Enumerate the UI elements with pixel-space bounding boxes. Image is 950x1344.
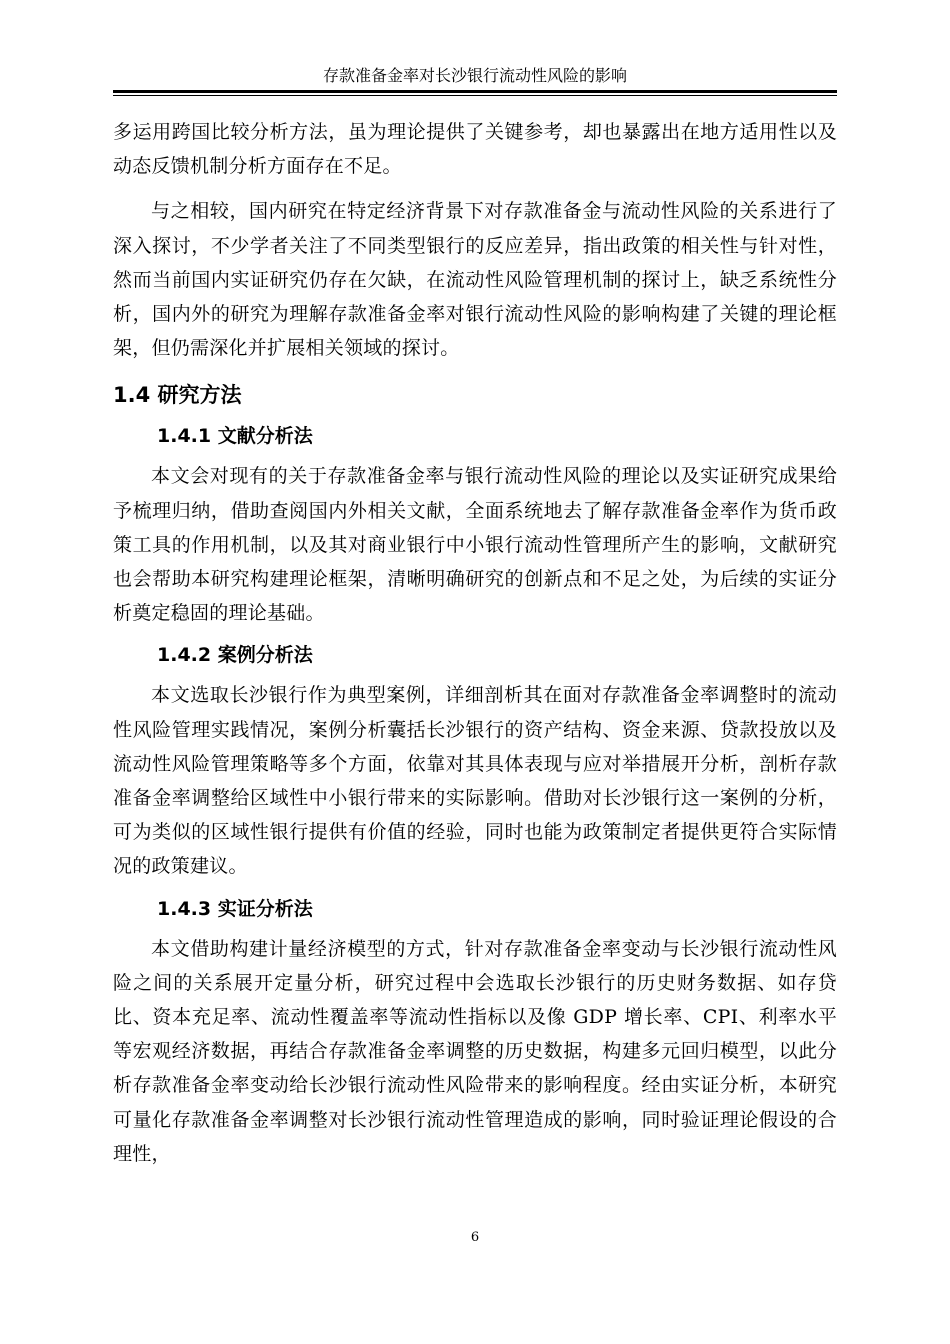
header-rule-thick (113, 90, 837, 93)
running-header-title: 存款准备金率对长沙银行流动性风险的影响 (322, 66, 627, 85)
paragraph-case-analysis: 本文选取长沙银行作为典型案例，详细剖析其在面对存款准备金率调整时的流动性风险管理实践情况，案例分析囊括长沙银行的资产结构、资金来源、贷款投放以及流动性风险管理策略等多个方面，依靠对其具体表现与应对举措展开分析，剖析存款准备金率调整给区域性中小银行带来的实际影响。借助对长沙银行这一案例的分析，可为类似的区域性银行提供有价值的经验，同时也能为政策制定者提供更符合实际情况的政策建议。 (113, 684, 837, 878)
subsection-heading-case-analysis: 1.4.2 案例分析法 (157, 644, 313, 667)
subsection-heading-literature-analysis: 1.4.1 文献分析法 (157, 425, 313, 448)
header-rule-thin (113, 95, 837, 96)
subsection-heading-empirical-analysis: 1.4.3 实证分析法 (157, 897, 313, 920)
page-number: 6 (470, 1230, 480, 1245)
paragraph-domestic-research: 与之相较，国内研究在特定经济背景下对存款准备金与流动性风险的关系进行了深入探讨，不少学者关注了不同类型银行的反应差异，指出政策的相关性与针对性，然而当前国内实证研究仍存在欠缺，在流动性风险管理机制的探讨上，缺乏系统性分析，国内外的研究为理解存款准备金率对银行流动性风险的影响构建了关键的理论框架，但仍需深化并扩展相关领域的探讨。 (113, 200, 837, 360)
page-body (113, 115, 837, 1171)
paragraph-continuation: 多运用跨国比较分析方法，虽为理论提供了关键参考，却也暴露出在地方适用性以及动态反馈机制分析方面存在不足。 (113, 121, 837, 178)
paragraph-literature-analysis: 本文会对现有的关于存款准备金率与银行流动性风险的理论以及实证研究成果给予梳理归纳，借助查阅国内外相关文献，全面系统地去了解存款准备金率作为货币政策工具的作用机制，以及其对商业银行中小银行流动性管理所产生的影响，文献研究也会帮助本研究构建理论框架，清晰明确研究的创新点和不足之处，为后续的实证分析奠定稳固的理论基础。 (113, 465, 837, 625)
paragraph-empirical-analysis: 本文借助构建计量经济模型的方式，针对存款准备金率变动与长沙银行流动性风险之间的关系展开定量分析，研究过程中会选取长沙银行的历史财务数据、如存贷比、资本充足率、流动性覆盖率等流动性指标以及像 GDP 增长率、CPI、利率水平等宏观经济数据，再结合存款准备金率调整的历史数据，构建多元回归模型，以此分析存款准备金率变动给长沙银行流动性风险带来的影响程度。经由实证分析，本研究可量化存款准备金率调整对长沙银行流动性管理造成的影响，同时验证理论假设的合理性， (113, 937, 837, 1165)
section-heading-research-methods: 1.4 研究方法 (113, 383, 242, 408)
